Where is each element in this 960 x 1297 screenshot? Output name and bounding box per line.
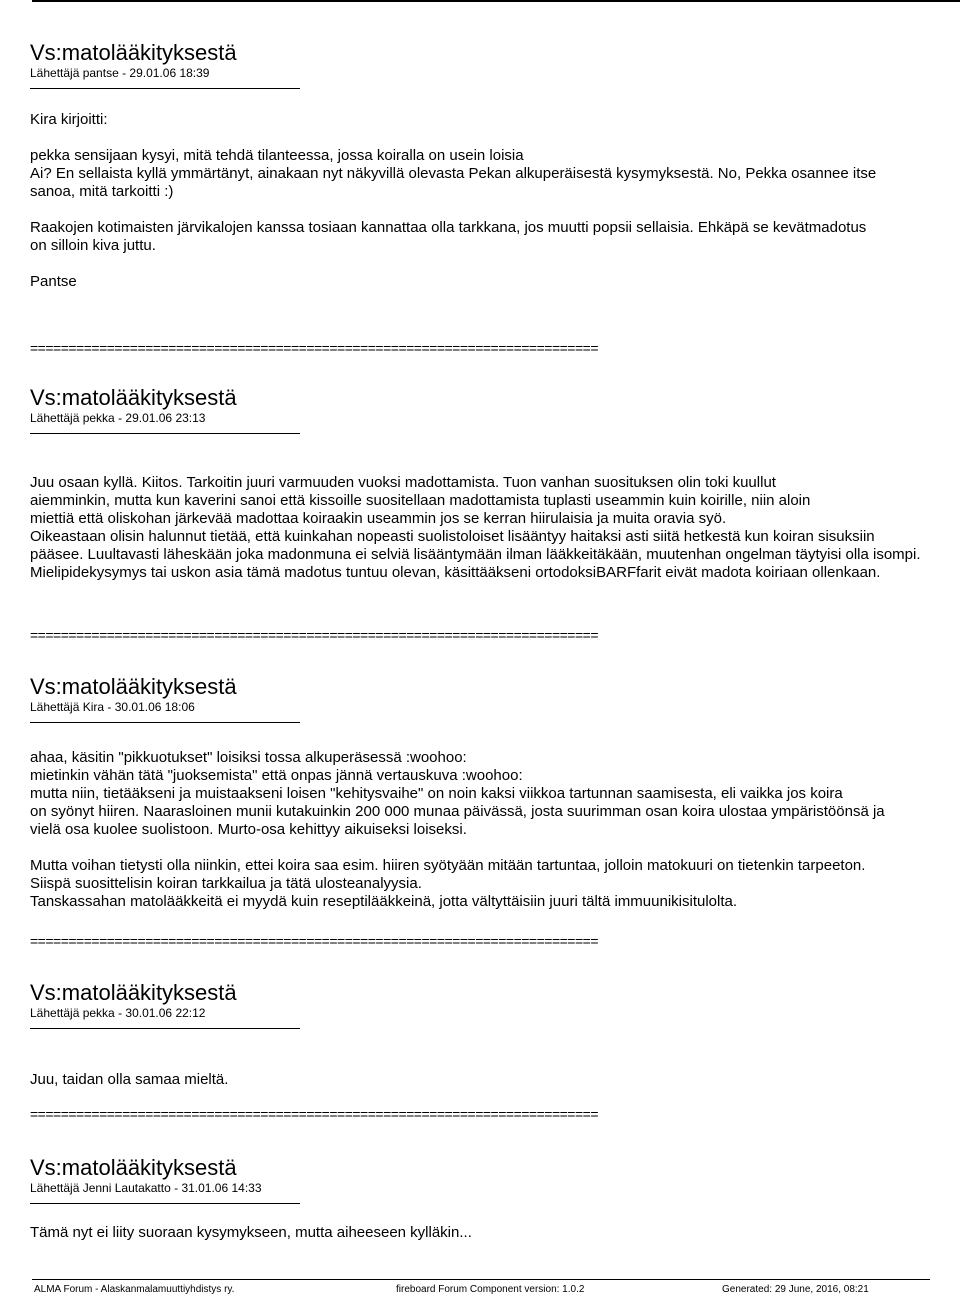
post-line: pääsee. Luultavasti läheskään joka madonmuna ei selviä lisääntymään ilman lääkkeitäkään, muutenhan ongelman täytyisi olla isompi. [30,546,921,563]
post [30,385,960,582]
footer-generated-date: Generated: 29 June, 2016, 08:21 [722,1284,869,1295]
post-body [30,749,960,911]
post-line [30,839,960,857]
post-title: Vs:matolääkityksestä [30,980,237,1005]
post-line: on syönyt hiiren. Naarasloinen munii kutakuinkin 200 000 munaa päivässä, josta suurimman osan koira ulostaa ympäristöönsä ja [30,803,885,820]
post-body [30,1071,960,1089]
post-divider [30,1028,300,1029]
post-line: Tämä nyt ei liity suoraan kysymykseen, mutta aiheeseen kylläkin... [30,1224,472,1241]
footer-component-version: fireboard Forum Component version: 1.0.2 [396,1284,585,1295]
post [30,40,960,291]
post-title: Vs:matolääkityksestä [30,674,237,699]
post-meta: Lähettäjä Jenni Lautakatto - 31.01.06 14:33 [30,1181,262,1195]
post-title: Vs:matolääkityksestä [30,40,237,65]
post-meta: Lähettäjä pekka - 30.01.06 22:12 [30,1006,206,1020]
post-line: vielä osa kuolee suolistoon. Murto-osa kehittyy aikuiseksi loiseksi. [30,821,467,838]
post-line: ahaa, käsitin "pikkuotukset" loisiksi tossa alkuperäsessä :woohoo: [30,749,467,766]
post-line: Ai? En sellaista kyllä ymmärtänyt, ainakaan nyt näkyvillä olevasta Pekan alkuperäisestä kysymyksestä. No, Pekka osannee itse [30,165,877,182]
post [30,980,960,1089]
post [30,1155,960,1242]
post-meta: Lähettäjä pantse - 29.01.06 18:39 [30,66,210,80]
post-title: Vs:matolääkityksestä [30,385,237,410]
post-line [30,255,960,273]
post-body [30,111,960,291]
post-line: Mielipidekysymys tai uskon asia tämä madotus tuntuu olevan, käsittääkseni ortodoksiBARFfarit eivät madota koiriaan ollenkaan. [30,564,881,581]
footer-site-name: ALMA Forum - Alaskanmalamuuttiyhdistys ry. [34,1284,235,1295]
post-line: mutta niin, tietääkseni ja muistaakseni loisen "kehitysvaihe" on noin kaksi viikkoa tartunnan saamisesta, eli vaikka jos koira [30,785,843,802]
post-divider [30,88,300,89]
post-line: Oikeastaan olisin halunnut tietää, että kuinkahan nopeasti suolistoloiset lisääntyy haitaksi asti siitä hetkestä kun koiran sisuksiin [30,528,875,545]
post-line [30,201,960,219]
page-footer [32,1279,930,1295]
post-meta: Lähettäjä Kira - 30.01.06 18:06 [30,700,195,714]
post-title: Vs:matolääkityksestä [30,1155,237,1180]
page-top-rule [32,0,960,2]
post-line: Juu, taidan olla samaa mieltä. [30,1071,229,1088]
post-line: on silloin kiva juttu. [30,237,156,254]
post [30,674,960,911]
post-line: pekka sensijaan kysyi, mitä tehdä tilanteessa, jossa koiralla on usein loisia [30,147,524,164]
post-line: Mutta voihan tietysti olla niinkin, ettei koira saa esim. hiiren syötyään mitään tartuntaa, jolloin matokuuri on tietenkin tarpeeton. [30,857,866,874]
post-line: miettiä että oliskohan järkevää madottaa koiraakin useammin jos se kerran hiirulaisia ja muita oravia syö. [30,510,727,527]
post-divider [30,1203,300,1204]
post-line: aiemminkin, mutta kun kaverini sanoi että kissoille suositellaan madottamista tuplasti useammin kuin koirille, niin aloin [30,492,811,509]
post-line: Tanskassahan matolääkkeitä ei myydä kuin reseptilääkkeinä, jotta vältyttäisiin juuri tältä immuunikisitulolta. [30,893,738,910]
post-line [30,129,960,147]
post-separator: ========================================================================== [30,627,599,643]
post-line: Siispä suosittelisin koiran tarkkailua ja tätä ulosteanalyysia. [30,875,422,892]
post-body [30,474,960,582]
post-meta: Lähettäjä pekka - 29.01.06 23:13 [30,411,206,425]
post-separator: ========================================================================== [30,1106,599,1122]
post-separator: ========================================================================== [30,933,599,949]
post-body [30,1224,960,1242]
post-divider [30,433,300,434]
post-separator: ========================================================================== [30,340,599,356]
post-line: sanoa, mitä tarkoitti :) [30,183,174,200]
post-divider [30,722,300,723]
post-line: Pantse [30,273,77,290]
post-line: Kira kirjoitti: [30,111,108,128]
post-line: mietinkin vähän tätä "juoksemista" että onpas jännä vertauskuva :woohoo: [30,767,523,784]
post-line: Juu osaan kyllä. Kiitos. Tarkoitin juuri varmuuden vuoksi madottamista. Tuon vanhan suosituksen olin toki kuullut [30,474,776,491]
post-line: Raakojen kotimaisten järvikalojen kanssa tosiaan kannattaa olla tarkkana, jos muutti popsii sellaisia. Ehkäpä se kevätmadotus [30,219,867,236]
